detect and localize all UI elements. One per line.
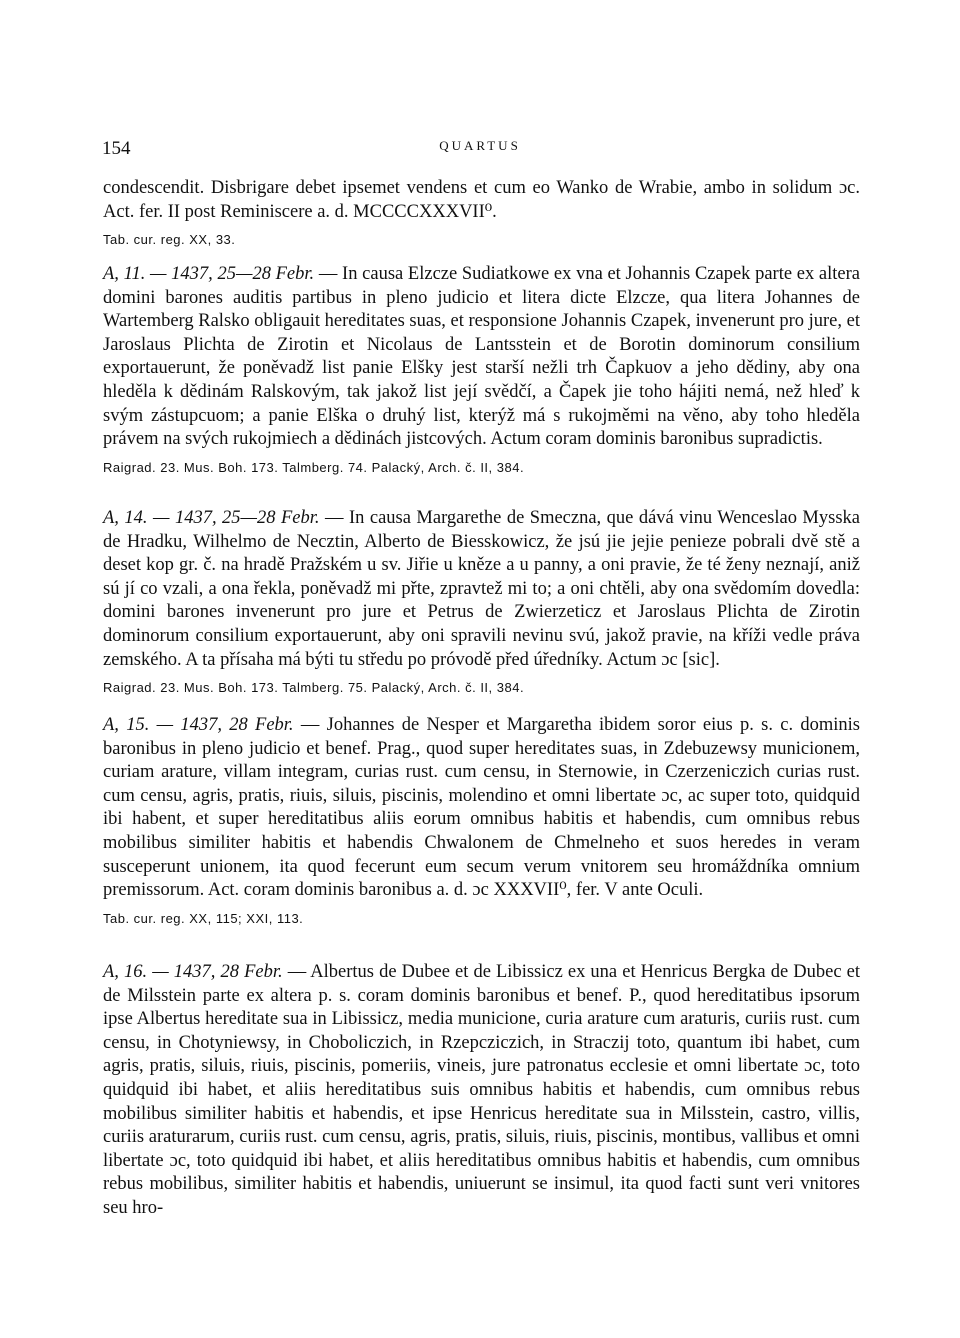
entry-heading: A, 11. — 1437, 25—28 Febr.	[103, 264, 315, 284]
entry-a14	[103, 507, 860, 698]
entry-continuation	[103, 177, 860, 250]
entry-source: Raigrad. 23. Mus. Boh. 173. Talmberg. 75. Palacký, Arch. č. II, 384.	[103, 680, 525, 696]
entry-heading: A, 16. — 1437, 28 Febr.	[103, 962, 283, 982]
entry-body: — Albertus de Dubee et de Libissicz ex una et Henricus Bergka de Dubec et de Milsstein parte ex altera p. s. coram dominis baronibus et benef. P., quod hereditatibus ipsorum ipse Albertus hereditate sua in Libissicz, media municione, curia arature cum araturis, curiis rust. cum censu, in Chotyniewsy, in Choboliczich, in Rzepcziczich, in Straczij toto, quantum ibi habet, cum agris, pratis, siluis, riuis, piscinis, pomeriis, vineis, jure patronatus ecclesie et omni libertate ɔc, toto quidquid ibi habet, et aliis hereditatibus suis omnibus habitis et habendis, cum omnibus rebus mobilibus similiter habitis et habendis, et ipse Henricus hereditate sua in Milsstein, castro, villis, curiis araturarum, curiis rust. cum censu, agris, pratis, siluis, riuis, piscinis, montibus, vallibus et omni libertate ɔc, toto quidquid ibi habet, et aliis hereditatibus omnibus habitis et habendis, cum omnibus rebus mobilibus, similiter habitis et habendis, uniuerunt se insimul, ita quod facti sunt veri vnitores seu hro-	[103, 962, 860, 1218]
entry-a16	[103, 961, 860, 1221]
entry-body: — In causa Elzcze Sudiatkowe ex vna et Johannis Czapek parte ex altera domini barones auditis partibus in pleno judicio et litera dicte Elzcze, qua litera Johannes de Wartemberg Ralsko obligauit hereditates suas, et responsione Johannis Czapek, invenerunt pro jure, et Jaroslaus Plichta de Zirotin et Nicolaus de Lantsstein et de Borotin dominorum consilium exportauerunt, že poněvadž list panie Elšky jest starší nežli trh Čapkuov a jeho dědiny, aby ona hleděla k dědinám Ralskovým, tak jakož list její svědčí, a Čapek jie toho hájiti nemá, než hleď k svým zástupcuom; a panie Elška o druhý list, kterýž má s rukojměmi na věno, aby toho hleděla právem na svých rukojmiech a dědinách jistcových. Actum coram dominis baronibus supradictis.	[103, 264, 860, 450]
page-header	[100, 138, 860, 166]
entry-text: condescendit. Disbrigare debet ipsemet vendens et cum eo Wanko de Wrabie, ambo in solidum ɔc. Act. fer. II post Reminiscere a. d. MCCCCXXXVII⁰.	[103, 178, 860, 222]
page-number: 154	[102, 138, 131, 159]
entry-text	[103, 507, 860, 672]
running-head: QUARTUS	[439, 138, 521, 153]
entry-a11	[103, 263, 860, 478]
entry-text	[103, 714, 860, 903]
entry-heading: A, 15. — 1437, 28 Febr.	[103, 715, 294, 735]
entry-source: Tab. cur. reg. XX, 33.	[103, 232, 236, 248]
entry-source: Tab. cur. reg. XX, 115; XXI, 113.	[103, 910, 304, 926]
entry-source: Raigrad. 23. Mus. Boh. 173. Talmberg. 74. Palacký, Arch. č. II, 384.	[103, 459, 525, 475]
entry-body: — Johannes de Nesper et Margaretha ibidem soror eius p. s. c. dominis baronibus in pleno judicio et benef. Prag., quod super hereditates suas, in Zdebuzewsy municionem, curiam arature, villam integram, curias rust. cum censu, in Sternowie, in Czerzeniczich curias rust. cum censu, agris, pratis, riuis, siluis, piscinis, molendino et omni libertate ɔc, ac super toto, quidquid ibi habent, et super hereditatibus aliis eorum omnibus habitis et habendis, cum omnibus rebus mobilibus similiter habitis et habendis Chwalonem de Chmelneho et suos heredes in veram susceperunt unionem, ita quod fecerunt eum secum verum vnitorem seu hromáždníka omnium premissorum. Act. coram dominis baronibus a. d. ɔc XXXVII⁰, fer. V ante Oculi.	[103, 715, 860, 901]
entry-text	[103, 263, 860, 452]
entry-a15	[103, 714, 860, 929]
entry-body: — In causa Margarethe de Smeczna, que dává vinu Wenceslao Mysska de Hradku, Wilhelmo de Necztin, Alberto de Biesskowicz, že jsú jie jejie penieze pobrali dvě stě a deset kop gr. č. na hradě Pražském u sv. Jiřie u kněze a u panny, a oni pravie, že té ženy neznají, aniž sú jí co vzali, a ona řekla, poněvadž mi přte, zpravtež mi to; a oni chtěli, aby ona svědomím dovedla: domini barones invenerunt pro jure et Petrus de Zwierzeticz et Jaroslaus Plichta de Zirotin dominorum consilium exportauerunt, aby oni spravili nevinu svú, jakož pravie, na kříži vedle práva zemského. A ta přísaha má býti tu středu po próvodě před úředníky. Actum ɔc [sic].	[103, 508, 860, 670]
entry-heading: A, 14. — 1437, 25—28 Febr.	[103, 508, 320, 528]
entry-text	[103, 961, 860, 1221]
